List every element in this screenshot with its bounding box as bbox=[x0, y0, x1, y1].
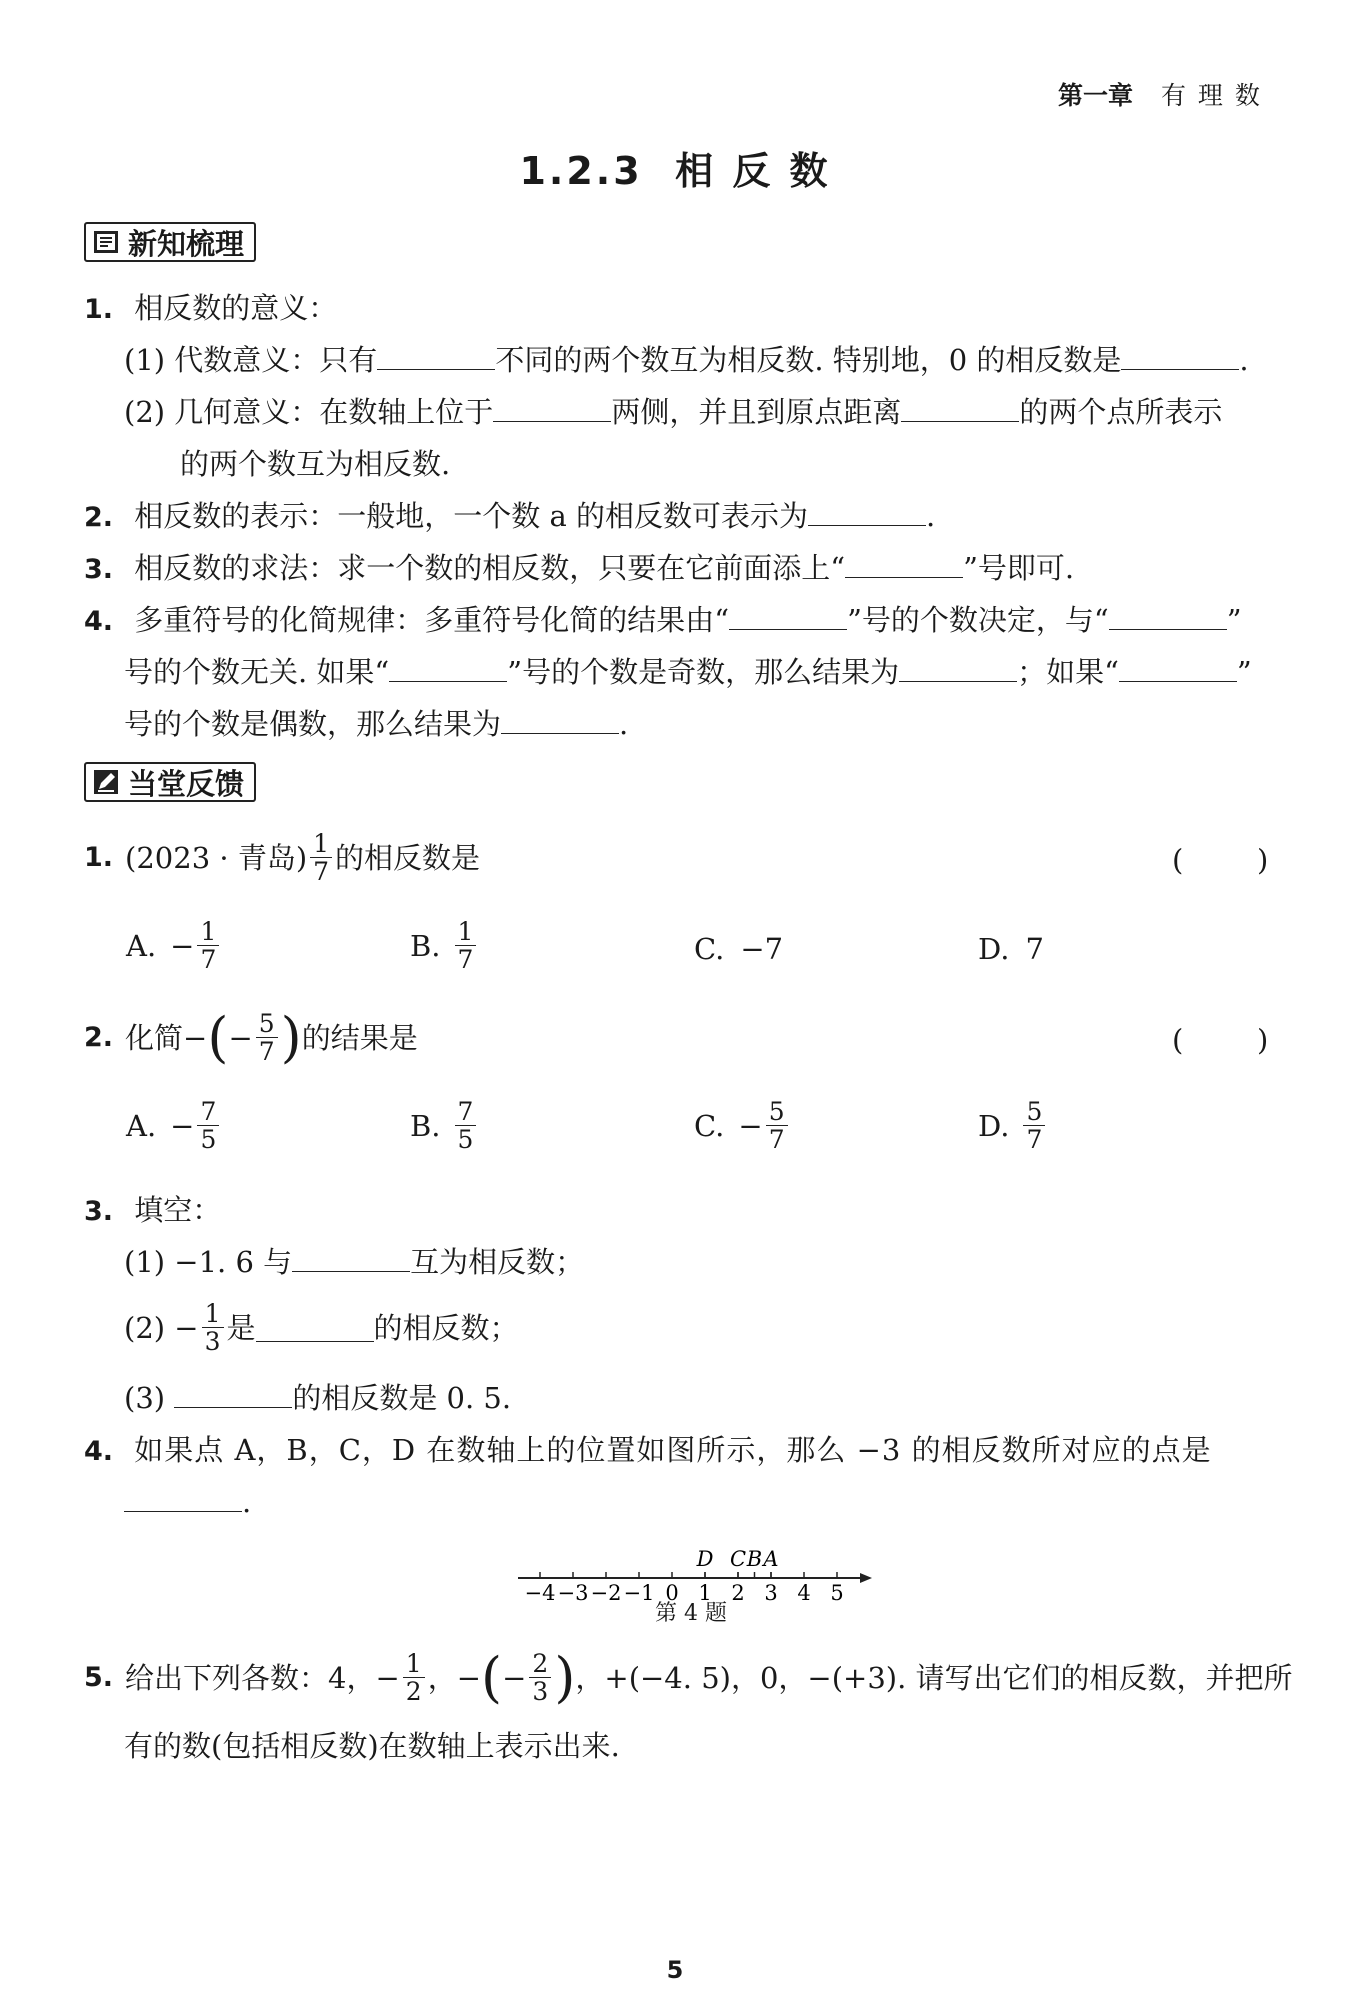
fraction bbox=[766, 1098, 788, 1153]
denominator: 7 bbox=[258, 1037, 275, 1066]
tick-label: 2 bbox=[731, 1581, 745, 1605]
right-paren: ) bbox=[280, 1005, 302, 1069]
s1-q1b-line2: 的两个数互为相反数. bbox=[180, 447, 451, 481]
text: 的相反数是 0. 5. bbox=[292, 1381, 512, 1415]
tick-label: 3 bbox=[764, 1581, 778, 1605]
fraction bbox=[310, 830, 332, 885]
left-paren: ( bbox=[481, 1645, 503, 1709]
tick-label: 0 bbox=[665, 1581, 679, 1605]
option-label: D. bbox=[978, 1108, 1010, 1143]
answer-bracket[interactable]: ( ) bbox=[1172, 1023, 1269, 1057]
text: 填空： bbox=[134, 1193, 222, 1227]
section-label: 当堂反馈 bbox=[128, 766, 245, 801]
option-c[interactable] bbox=[694, 1098, 791, 1153]
page-title: 1.2.3 相 反 数 bbox=[519, 149, 831, 193]
s2-q5 bbox=[84, 1645, 1293, 1709]
option-label: C. bbox=[694, 932, 725, 966]
denominator: 7 bbox=[457, 945, 474, 974]
option-label: D. bbox=[978, 932, 1010, 966]
option-d[interactable] bbox=[978, 1098, 1048, 1153]
s2-q3b bbox=[124, 1300, 519, 1355]
s1-q4-line3 bbox=[124, 704, 628, 744]
tick-label: 4 bbox=[797, 1581, 811, 1605]
answer-blank[interactable] bbox=[845, 550, 963, 578]
text: . bbox=[242, 1485, 252, 1519]
s1-q1a bbox=[124, 340, 1249, 380]
question-number: 2. bbox=[84, 502, 114, 533]
point-label-A: A bbox=[763, 1547, 779, 1571]
option-label: A. bbox=[126, 928, 157, 963]
text: 不同的两个数互为相反数. 特别地，0 的相反数是 bbox=[495, 343, 1122, 377]
tick-label: −2 bbox=[590, 1581, 622, 1605]
question-text: 相反数的意义： bbox=[134, 291, 338, 325]
sign: − bbox=[228, 1020, 253, 1055]
s1-q2 bbox=[84, 496, 935, 538]
text: . bbox=[926, 499, 936, 533]
answer-blank[interactable] bbox=[1109, 602, 1227, 630]
text: ”号即可. bbox=[963, 551, 1075, 585]
axis-arrow bbox=[860, 1573, 872, 1583]
fraction bbox=[403, 1650, 425, 1705]
fraction bbox=[197, 918, 219, 973]
text: ，− bbox=[427, 1660, 482, 1695]
sign: − bbox=[170, 928, 195, 963]
section-badge-new-knowledge bbox=[84, 222, 256, 262]
denominator: 5 bbox=[457, 1125, 474, 1154]
numerator: 5 bbox=[1023, 1098, 1045, 1126]
option-b[interactable] bbox=[410, 1098, 479, 1153]
s2-q1 bbox=[84, 830, 480, 885]
denominator: 2 bbox=[405, 1677, 422, 1706]
denominator: 7 bbox=[1026, 1125, 1043, 1154]
numerator: 7 bbox=[197, 1098, 219, 1126]
s2-q4 bbox=[84, 1430, 1212, 1472]
sign: − bbox=[738, 1108, 763, 1143]
numerator: 1 bbox=[197, 918, 219, 946]
text: (2) − bbox=[124, 1310, 199, 1345]
tick-label: −4 bbox=[524, 1581, 556, 1605]
answer-blank[interactable] bbox=[256, 1314, 374, 1342]
numerator: 5 bbox=[256, 1010, 278, 1038]
denominator: 7 bbox=[200, 945, 217, 974]
numerator: 1 bbox=[202, 1300, 224, 1328]
text: 是 bbox=[226, 1310, 256, 1345]
s2-q3c bbox=[124, 1378, 511, 1418]
option-a[interactable] bbox=[126, 918, 222, 973]
text: 的结果是 bbox=[301, 1020, 418, 1055]
question-number: 3. bbox=[84, 1196, 114, 1227]
answer-blank[interactable] bbox=[899, 654, 1017, 682]
question-number: 3. bbox=[84, 554, 114, 585]
text: 的相反数是 bbox=[335, 840, 481, 875]
denominator: 3 bbox=[204, 1327, 221, 1356]
answer-blank[interactable] bbox=[501, 706, 619, 734]
question-number: 2. bbox=[84, 1021, 114, 1053]
point-label-C: C bbox=[729, 1547, 747, 1571]
answer-blank[interactable] bbox=[901, 394, 1019, 422]
text: . bbox=[619, 707, 629, 741]
text: 相反数的表示：一般地，一个数 a 的相反数可表示为 bbox=[134, 499, 808, 533]
option-value: −7 bbox=[740, 932, 784, 966]
text: 给出下列各数：4，− bbox=[125, 1660, 400, 1695]
left-paren: ( bbox=[207, 1005, 229, 1069]
text: 化简− bbox=[125, 1020, 208, 1055]
answer-bracket[interactable]: ( ) bbox=[1172, 843, 1269, 877]
chapter-title: 有 理 数 bbox=[1160, 81, 1262, 110]
option-d[interactable] bbox=[978, 932, 1044, 966]
tick-label: −1 bbox=[623, 1581, 655, 1605]
figure-caption: 第 4 题 bbox=[655, 1601, 727, 1626]
denominator: 5 bbox=[200, 1125, 217, 1154]
tick-label: −3 bbox=[557, 1581, 589, 1605]
s1-q1b bbox=[124, 392, 1222, 432]
fraction bbox=[455, 1098, 477, 1153]
s1-q1 bbox=[84, 288, 337, 330]
numerator: 5 bbox=[766, 1098, 788, 1126]
answer-blank[interactable] bbox=[377, 342, 495, 370]
fraction bbox=[1023, 1098, 1045, 1153]
text: (2023 · 青岛) bbox=[125, 840, 308, 875]
text: ”号的个数是奇数，那么结果为 bbox=[507, 655, 900, 689]
text: (2) 几何意义：在数轴上位于 bbox=[124, 395, 494, 429]
fraction bbox=[256, 1010, 278, 1065]
s2-q4-line2 bbox=[124, 1482, 251, 1522]
text: 的两个点所表示 bbox=[1019, 395, 1223, 429]
option-label: B. bbox=[410, 928, 441, 963]
answer-blank[interactable] bbox=[292, 1244, 410, 1272]
text: 号的个数是偶数，那么结果为 bbox=[124, 707, 502, 741]
chapter-header bbox=[1058, 76, 1262, 112]
question-number: 1. bbox=[84, 294, 114, 325]
fraction bbox=[529, 1650, 551, 1705]
s2-q3a bbox=[124, 1242, 584, 1282]
fraction bbox=[197, 1098, 219, 1153]
answer-blank[interactable] bbox=[729, 602, 847, 630]
pencil-icon bbox=[92, 768, 120, 796]
answer-blank[interactable] bbox=[1119, 654, 1237, 682]
tick-label: 5 bbox=[830, 1581, 844, 1605]
question-number: 5. bbox=[84, 1661, 114, 1693]
option-label: B. bbox=[410, 1108, 441, 1143]
denominator: 3 bbox=[532, 1677, 549, 1706]
answer-blank[interactable] bbox=[389, 654, 507, 682]
denominator: 7 bbox=[768, 1125, 785, 1154]
text: 如果点 A，B，C，D 在数轴上的位置如图所示，那么 −3 的相反数所对应的点是 bbox=[134, 1433, 1212, 1467]
numerator: 1 bbox=[310, 830, 332, 858]
section-badge-feedback bbox=[84, 762, 256, 802]
text: (3) bbox=[124, 1381, 166, 1415]
text: ；如果“ bbox=[1017, 655, 1119, 689]
numerator: 1 bbox=[455, 918, 477, 946]
s2-q5-line2: 有的数(包括相反数)在数轴上表示出来. bbox=[124, 1729, 620, 1763]
question-number: 4. bbox=[84, 1436, 114, 1467]
text: 互为相反数； bbox=[410, 1245, 585, 1279]
text: 多重符号的化简规律：多重符号化简的结果由“ bbox=[134, 603, 730, 637]
fraction bbox=[455, 918, 477, 973]
answer-blank[interactable] bbox=[174, 1380, 292, 1408]
answer-blank[interactable] bbox=[1121, 342, 1239, 370]
text: 两侧，并且到原点距离 bbox=[611, 395, 902, 429]
text: ” bbox=[1226, 603, 1242, 637]
sign: − bbox=[502, 1660, 527, 1695]
text: ” bbox=[1236, 655, 1252, 689]
option-value: 7 bbox=[1025, 932, 1044, 966]
text: . bbox=[1239, 343, 1249, 377]
point-label-B: B bbox=[746, 1547, 763, 1571]
option-b[interactable] bbox=[410, 918, 479, 973]
text: 号的个数无关. 如果“ bbox=[124, 655, 390, 689]
s1-q4-line2 bbox=[124, 652, 1252, 692]
denominator: 7 bbox=[313, 857, 330, 886]
answer-blank[interactable] bbox=[493, 394, 611, 422]
text: 的相反数； bbox=[373, 1310, 519, 1345]
text: 相反数的求法：求一个数的相反数，只要在它前面添上“ bbox=[134, 551, 846, 585]
page-number: 5 bbox=[666, 1956, 684, 1984]
right-paren: ) bbox=[554, 1645, 576, 1709]
s1-q4-line1 bbox=[84, 600, 1242, 642]
s2-q3 bbox=[84, 1190, 221, 1232]
sign: − bbox=[170, 1108, 195, 1143]
text: ，+(−4. 5)，0，−(+3). 请写出它们的相反数，并把所 bbox=[575, 1660, 1293, 1695]
text: ”号的个数决定，与“ bbox=[847, 603, 1109, 637]
option-a[interactable] bbox=[126, 1098, 222, 1153]
chapter-number: 第一章 bbox=[1058, 81, 1134, 110]
point-label-D: D bbox=[696, 1547, 714, 1571]
question-number: 1. bbox=[84, 841, 114, 873]
option-c[interactable] bbox=[694, 932, 783, 966]
numerator: 2 bbox=[529, 1650, 551, 1678]
option-label: A. bbox=[126, 1108, 157, 1143]
question-number: 4. bbox=[84, 606, 114, 637]
section-label: 新知梳理 bbox=[128, 226, 245, 261]
s2-q2 bbox=[84, 1005, 418, 1069]
option-label: C. bbox=[694, 1108, 725, 1143]
book-icon bbox=[92, 228, 120, 256]
s1-q3 bbox=[84, 548, 1074, 590]
point-label-group bbox=[696, 1547, 779, 1578]
answer-blank[interactable] bbox=[124, 1484, 242, 1512]
numerator: 7 bbox=[455, 1098, 477, 1126]
numerator: 1 bbox=[403, 1650, 425, 1678]
text: (1) −1. 6 与 bbox=[124, 1245, 293, 1279]
text: (1) 代数意义：只有 bbox=[124, 343, 378, 377]
fraction bbox=[202, 1300, 224, 1355]
tick-label: 1 bbox=[698, 1581, 712, 1605]
answer-blank[interactable] bbox=[808, 498, 926, 526]
